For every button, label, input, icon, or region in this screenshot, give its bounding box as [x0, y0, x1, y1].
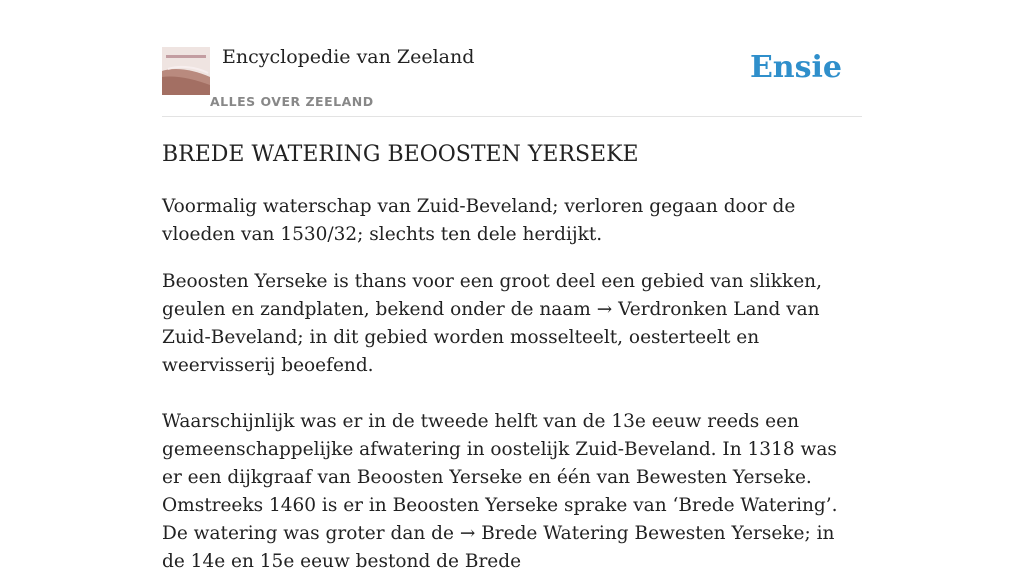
article-paragraph: Waarschijnlijk was er in de tweede helft van de 13e eeuw reeds een gemeenschappelijke afwatering in oostelijk Zuid-Beveland. In 1318 was er een dijkgraaf van Beoosten Yerseke en één van Bewesten Yerseke. Omstreeks 1460 is er in Beoosten Yerseke sprake van ‘Brede Watering’. De watering was groter dan de → Brede Watering Bewesten Yerseke; in de 14e en 15e eeuw bestond de Brede: [162, 411, 838, 572]
site-title[interactable]: Encyclopedie van Zeeland: [222, 46, 475, 68]
site-subtitle: ALLES OVER ZEELAND: [210, 94, 374, 109]
article-title: BREDE WATERING BEOOSTEN YERSEKE: [162, 142, 639, 167]
article-paragraph: Voormalig waterschap van Zuid-Beveland; verloren gegaan door de vloeden van 1530/32; slechts ten dele herdijkt.: [162, 196, 796, 245]
article-paragraph: Beoosten Yerseke is thans voor een groot deel een gebied van slikken, geulen en zandplaten, bekend onder de naam → Verdronken Land van Zuid-Beveland; in dit gebied worden mosselteelt, oesterteelt en weervisserij beoefend.: [162, 271, 822, 376]
article: [162, 136, 862, 576]
brand-logo[interactable]: Ensie: [749, 50, 842, 85]
site-header: [162, 44, 862, 117]
avatar-image: [162, 47, 210, 95]
encyclopedia-avatar[interactable]: [162, 47, 210, 95]
